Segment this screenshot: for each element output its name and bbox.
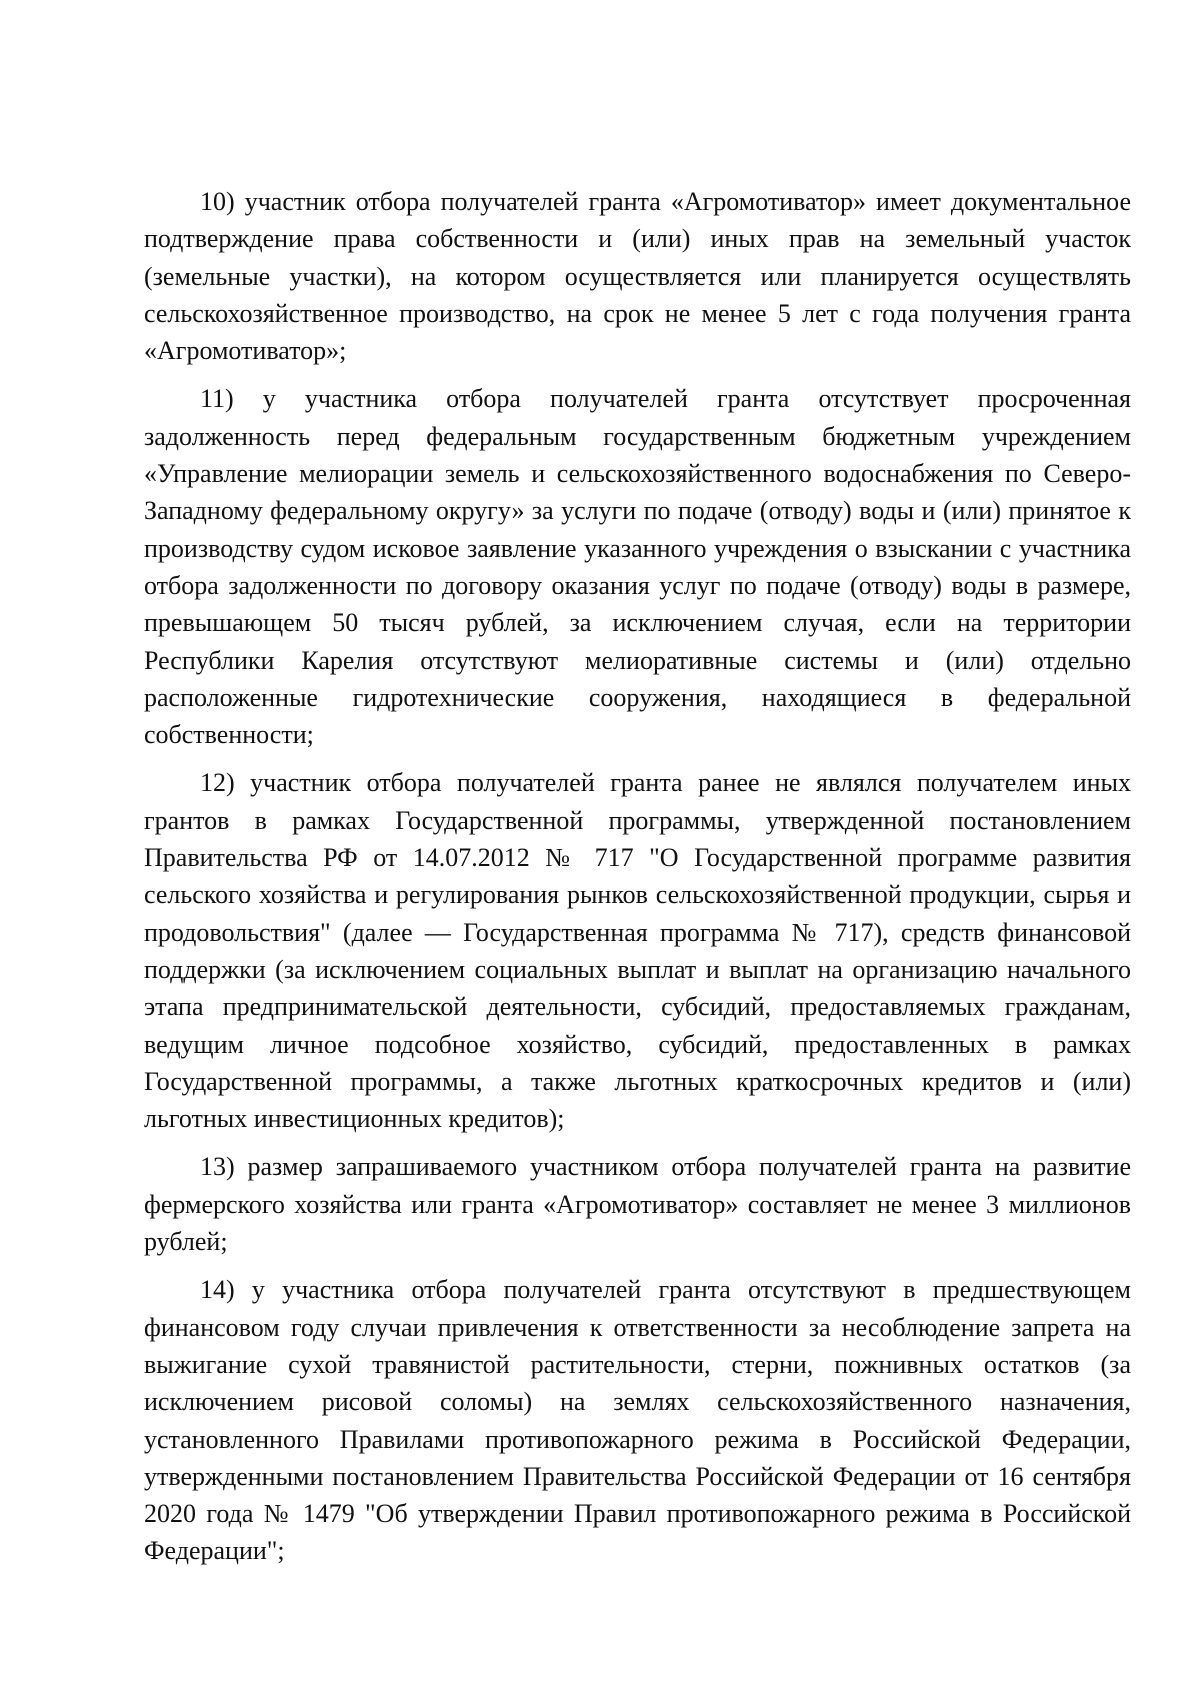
document-body xyxy=(144,183,1131,1570)
paragraph-13: 13) размер запрашиваемого участником отбора получателей гранта на развитие фермерского хозяйства или гранта «Агромотиватор» составляет не менее 3 миллионов рублей; xyxy=(144,1152,1131,1257)
paragraph-11: 11) у участника отбора получателей гранта отсутствует просроченная задолженность перед федеральным государственным бюджетным учреждением «Управление мелиорации земель и сельскохозяйственного водоснабжения по Северо-Западному федеральному округу» за услуги по подаче (отводу) воды и (или) принятое к производству судом исковое заявление указанного учреждения о взыскании с участника отбора задолженности по договору оказания услуг по подаче (отводу) воды в размере, превышающем 50 тысяч рублей, за исключением случая, если на территории Республики Карелия отсутствуют мелиоративные системы и (или) отдельно расположенные гидротехнические сооружения, находящиеся в федеральной собственности; xyxy=(144,384,1131,750)
paragraph-10: 10) участник отбора получателей гранта «Агромотиватор» имеет документальное подтверждение права собственности и (или) иных прав на земельный участок (земельные участки), на котором осуществляется или планируется осуществлять сельскохозяйственное производство, на срок не менее 5 лет с года получения гранта «Агромотиватор»; xyxy=(144,187,1131,366)
paragraph-12: 12) участник отбора получателей гранта ранее не являлся получателем иных грантов в рамках Государственной программы, утвержденной постановлением Правительства РФ от 14.07.2012 № 717 "О Государственной программе развития сельского хозяйства и регулирования рынков сельскохозяйственной продукции, сырья и продовольствия" (далее — Государственная программа № 717), средств финансовой поддержки (за исключением социальных выплат и выплат на организацию начального этапа предпринимательской деятельности, субсидий, предоставляемых гражданам, ведущим личное подсобное хозяйство, субсидий, предоставленных в рамках Государственной программы, а также льготных краткосрочных кредитов и (или) льготных инвестиционных кредитов); xyxy=(144,768,1131,1134)
paragraph-14: 14) у участника отбора получателей гранта отсутствуют в предшествующем финансовом году случаи привлечения к ответственности за несоблюдение запрета на выжигание сухой травянистой растительности, стерни, пожнивных остатков (за исключением рисовой соломы) на землях сельскохозяйственного назначения, установленного Правилами противопожарного режима в Российской Федерации, утвержденными постановлением Правительства Российской Федерации от 16 сентября 2020 года № 1479 "Об утверждении Правил противопожарного режима в Российской Федерации"; xyxy=(144,1275,1131,1566)
